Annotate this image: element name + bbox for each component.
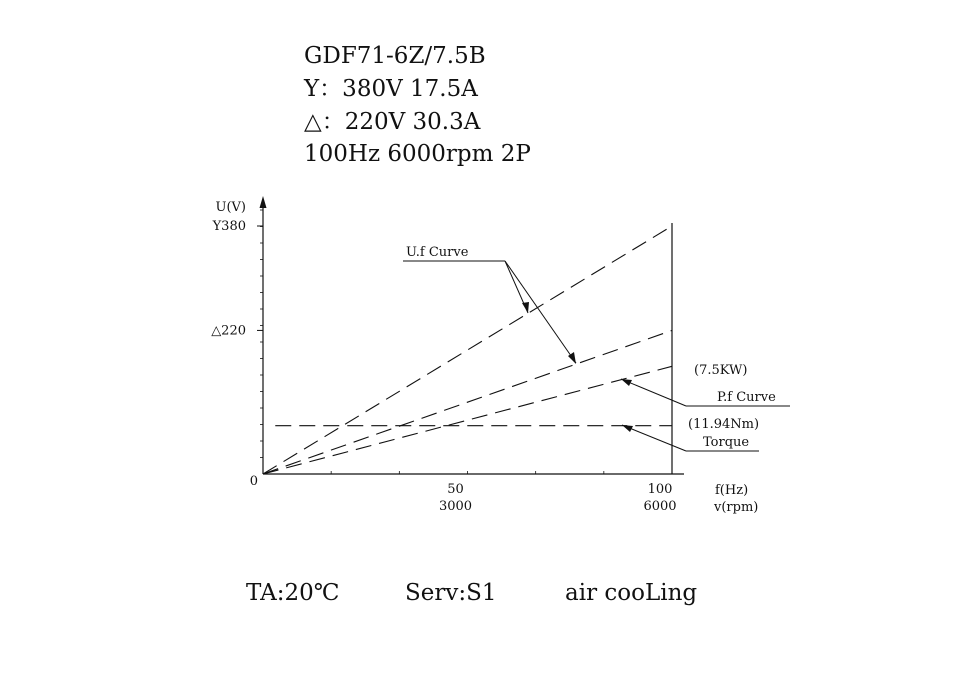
uf-curve-label: U.f Curve bbox=[406, 245, 469, 260]
p-f-curve-line bbox=[263, 366, 672, 474]
y-tick-label: Y380 bbox=[212, 219, 246, 234]
uf-curve-arrow bbox=[522, 302, 529, 313]
x-tick-sublabel: 3000 bbox=[438, 499, 473, 514]
ambient-temperature: TA:20℃ bbox=[246, 580, 340, 606]
torque-label: Torque bbox=[703, 435, 750, 450]
series-1-line bbox=[263, 330, 672, 474]
y-tick-label: 0 bbox=[249, 474, 258, 489]
x-tick-label: 100 bbox=[647, 482, 673, 497]
cooling-method: air cooLing bbox=[565, 580, 698, 606]
y-tick-label: △220 bbox=[211, 323, 246, 339]
model-number: GDF71-6Z/7.5B bbox=[304, 43, 486, 69]
chart-series bbox=[263, 226, 672, 474]
power-value-label: (7.5KW) bbox=[694, 363, 748, 378]
chart-labels bbox=[211, 200, 790, 515]
torque-leader bbox=[622, 425, 686, 451]
star-rating: Y：380V 17.5A bbox=[304, 76, 478, 102]
chart-axes bbox=[257, 196, 684, 474]
x-axis-label-speed: v(rpm) bbox=[714, 500, 759, 515]
delta-rating: △：220V 30.3A bbox=[304, 109, 481, 135]
u-f-curve-line bbox=[263, 226, 672, 474]
x-tick-sublabel: 6000 bbox=[643, 499, 677, 514]
x-tick-label: 50 bbox=[447, 482, 464, 497]
y-axis-arrow bbox=[260, 196, 267, 208]
pf-curve-arrow bbox=[621, 379, 632, 386]
pf-curve-leader bbox=[621, 379, 686, 406]
duty-type: Serv:S1 bbox=[405, 580, 497, 606]
torque-arrow bbox=[622, 425, 633, 432]
frequency-speed-rating: 100Hz 6000rpm 2P bbox=[304, 141, 531, 167]
pf-curve-label: P.f Curve bbox=[717, 390, 776, 405]
y-axis-label: U(V) bbox=[215, 200, 246, 215]
uf-curve-leader bbox=[505, 261, 576, 363]
x-axis-label-frequency: f(Hz) bbox=[715, 483, 749, 498]
torque-value-label: (11.94Nm) bbox=[688, 417, 760, 432]
